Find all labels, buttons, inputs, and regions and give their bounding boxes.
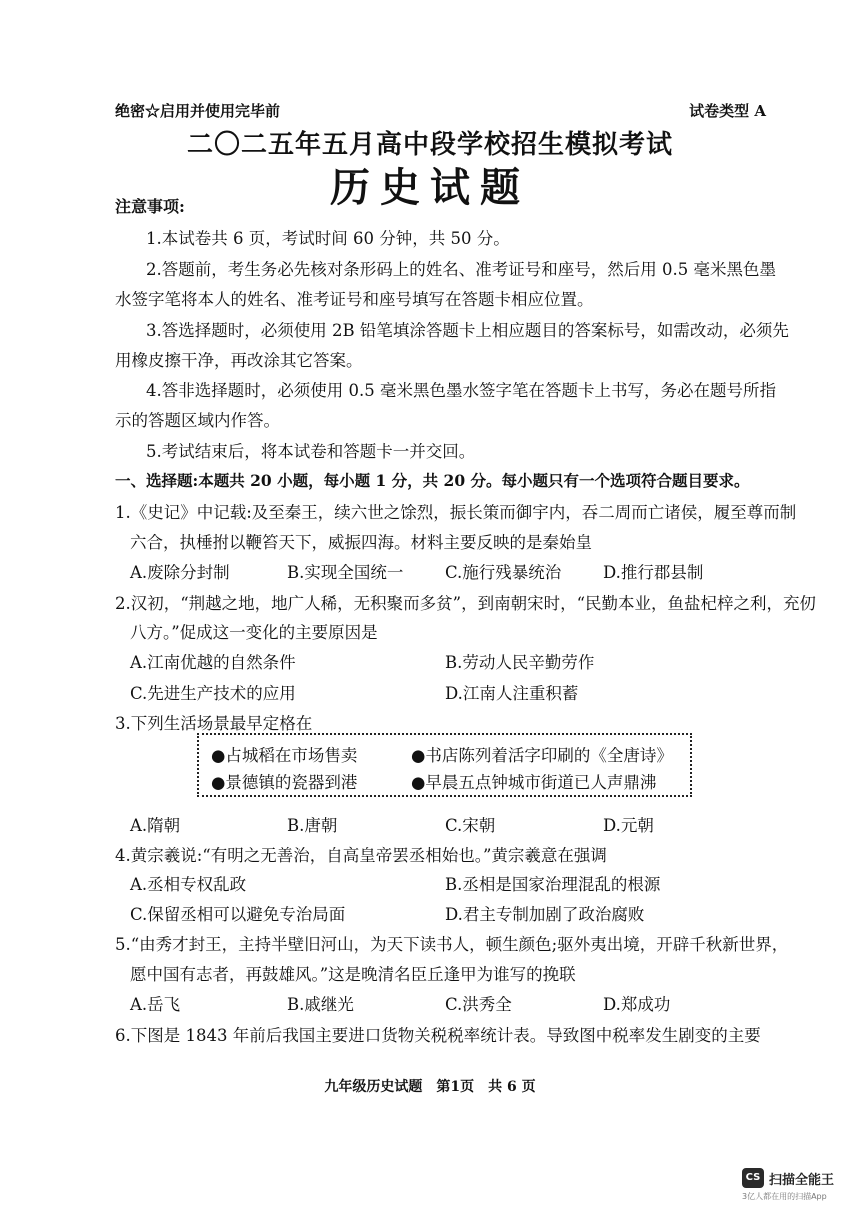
notice-item: 示的答题区域内作答。 (115, 411, 280, 430)
question-5-option-d: D.郑成功 (603, 995, 671, 1014)
exam-title: 二〇二五年五月高中段学校招生模拟考试 (186, 130, 673, 160)
subject-title: 历史试题 (330, 164, 530, 211)
page-footer: 九年级历史试题 第1页 共 6 页 (324, 1079, 536, 1095)
question-3-option-d: D.元朝 (603, 816, 654, 835)
question-3-option-c: C.宋朝 (445, 816, 496, 835)
notice-heading: 注意事项: (115, 197, 185, 216)
question-5-option-c: C.洪秀全 (445, 995, 512, 1014)
question-4-option-a: A.丞相专权乱政 (130, 875, 247, 894)
scanner-app-name: 扫描全能王 (769, 1173, 835, 1188)
scene-item: ●早晨五点钟城市街道已人声鼎沸 (411, 773, 657, 792)
notice-item: 用橡皮擦干净，再改涂其它答案。 (115, 351, 363, 370)
question-1-stem: 六合，执棰拊以鞭笞天下，威振四海。材料主要反映的是秦始皇 (130, 533, 592, 552)
question-1-option-a: A.废除分封制 (130, 563, 230, 582)
question-2-option-c: C.先进生产技术的应用 (130, 684, 296, 703)
secret-label: 绝密☆启用并使用完毕前 (115, 102, 281, 120)
cs-logo-icon: CS (742, 1168, 764, 1188)
question-5-stem: 5.“由秀才封王，主持半壁旧河山，为天下读书人，顿生颜色;驱外夷出境，开辟千秋新世界， (115, 935, 789, 954)
notice-item: 水签字笔将本人的姓名、准考证号和座号填写在答题卡相应位置。 (115, 290, 594, 309)
question-2-stem: 2.汉初，“荆越之地，地广人稀，无积聚而多贫”，到南朝宋时，“民勤本业，鱼盐杞梓之利，充仞 (115, 594, 817, 613)
question-3-option-b: B.唐朝 (287, 816, 338, 835)
notice-item: 2.答题前，考生务必先核对条形码上的姓名、准考证号和座号，然后用 0.5 毫米黑色墨 (146, 260, 776, 279)
section-heading: 一、选择题:本题共 20 小题，每小题 1 分，共 20 分。每小题只有一个选项符合题目要求。 (115, 471, 750, 490)
scene-item: ●景德镇的瓷器到港 (211, 773, 358, 792)
question-2-stem: 八方。”促成这一变化的主要原因是 (130, 623, 378, 642)
notice-item: 5.考试结束后，将本试卷和答题卡一并交回。 (146, 442, 476, 461)
question-3-stem: 3.下列生活场景最早定格在 (115, 714, 313, 733)
scanner-slogan: 3亿人都在用的扫描App (742, 1192, 827, 1201)
scene-item: ●书店陈列着活字印刷的《全唐诗》 (411, 746, 673, 765)
question-5-option-a: A.岳飞 (130, 995, 181, 1014)
question-6-stem: 6.下图是 1843 年前后我国主要进口货物关税税率统计表。导致图中税率发生剧变的主要 (115, 1026, 761, 1045)
scene-item: ●占城稻在市场售卖 (211, 746, 358, 765)
question-5-option-b: B.戚继光 (287, 995, 354, 1014)
notice-item: 1.本试卷共 6 页，考试时间 60 分钟，共 50 分。 (146, 229, 510, 248)
notice-item: 4.答非选择题时，必须使用 0.5 毫米黑色墨水签字笔在答题卡上书写，务必在题号所指 (146, 381, 776, 400)
question-1-option-c: C.施行残暴统治 (445, 563, 562, 582)
question-1-option-d: D.推行郡县制 (603, 563, 704, 582)
question-4-stem: 4.黄宗羲说:“有明之无善治，自高皇帝罢丞相始也。”黄宗羲意在强调 (115, 846, 607, 865)
question-4-option-b: B.丞相是国家治理混乱的根源 (445, 875, 661, 894)
paper-type-label: 试卷类型 A (689, 102, 766, 120)
question-5-stem: 愿中国有志者，再鼓雄风。”这是晚清名臣丘逢甲为谁写的挽联 (130, 965, 576, 984)
question-1-stem: 1.《史记》中记载:及至秦王，续六世之馀烈，振长策而御宇内，吞二周而亡诸侯，履至尊而制 (115, 503, 797, 522)
question-3-option-a: A.隋朝 (130, 816, 181, 835)
question-2-option-b: B.劳动人民辛勤劳作 (445, 653, 595, 672)
question-3-scene-box (197, 733, 692, 797)
question-4-option-d: D.君主专制加剧了政治腐败 (445, 905, 645, 924)
question-1-option-b: B.实现全国统一 (287, 563, 404, 582)
question-2-option-a: A.江南优越的自然条件 (130, 653, 296, 672)
question-4-option-c: C.保留丞相可以避免专治局面 (130, 905, 346, 924)
notice-item: 3.答选择题时，必须使用 2B 铅笔填涂答题卡上相应题目的答案标号，如需改动，必须先 (146, 321, 789, 340)
question-2-option-d: D.江南人注重积蓄 (445, 684, 579, 703)
